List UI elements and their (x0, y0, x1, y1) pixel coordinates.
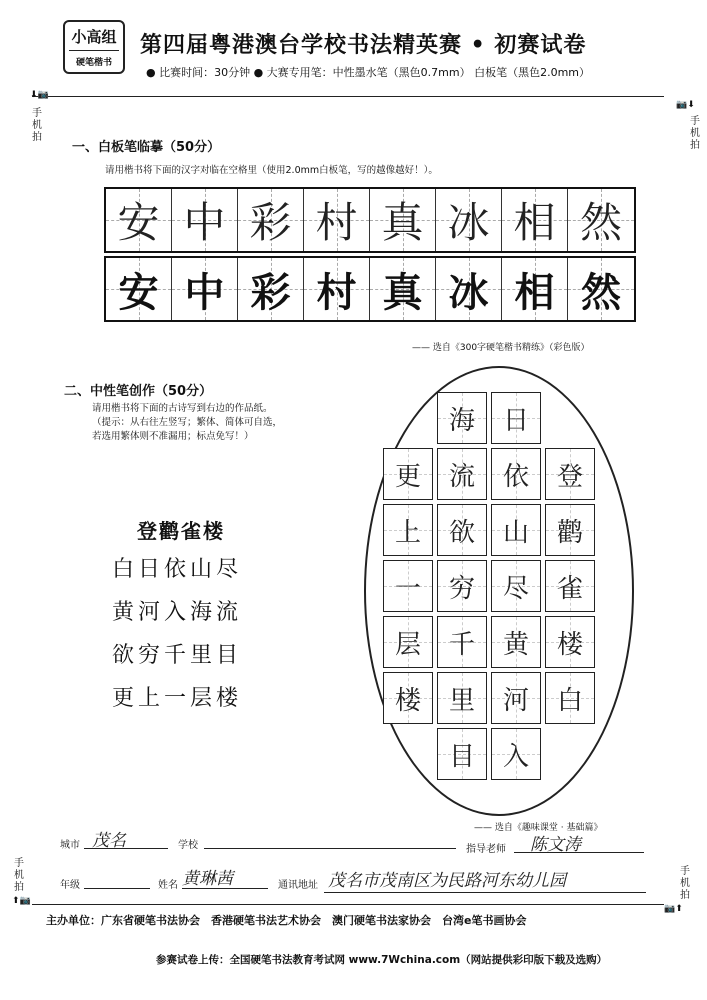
footer-divider (32, 904, 664, 905)
poem-title: 登鹳雀楼 (137, 519, 225, 543)
practice-character-grid[interactable] (104, 256, 636, 322)
practice-cell[interactable]: 相 (502, 258, 568, 320)
work-cell[interactable]: 白 (545, 672, 595, 724)
model-cell: 然 (568, 189, 634, 251)
camera-icon-right-bottom: 📷⬆ (664, 904, 683, 914)
section2-instruction-3: 若选用繁体则不准漏用；标点免写！） (92, 431, 254, 442)
camera-icon-left-top: ⬇📷 (30, 90, 49, 100)
city-label: 城市 (60, 840, 80, 851)
work-cell[interactable]: 海 (437, 392, 487, 444)
organizers: 主办单位：广东省硬笔书法协会 香港硬笔书法艺术协会 澳门硬笔书法家协会 台湾e笔书画协会 (46, 914, 527, 927)
work-cell[interactable]: 欲 (437, 504, 487, 556)
work-cell[interactable]: 雀 (545, 560, 595, 612)
work-cell[interactable]: 流 (437, 448, 487, 500)
poem-line: 白日依山尽 (112, 557, 243, 582)
work-cell[interactable]: 黄 (491, 616, 541, 668)
section1-instruction: 请用楷书将下面的汉字对临在空格里（使用2.0mm白板笔，写的越像越好！）。 (105, 165, 438, 176)
work-cell[interactable]: 日 (491, 392, 541, 444)
practice-cell[interactable]: 彩 (238, 258, 304, 320)
model-character-grid (104, 187, 636, 253)
address-field[interactable]: 茂名市茂南区为民路河东幼儿园 (328, 871, 566, 891)
teacher-label: 指导老师 (466, 844, 506, 855)
section2-instruction-2: （提示：从右往左竖写；繁体、简体可自选， (92, 417, 283, 428)
name-field[interactable]: 黄琳茜 (182, 869, 233, 889)
logo-divider (69, 50, 119, 51)
work-cell[interactable]: 入 (491, 728, 541, 780)
address-label: 通讯地址 (278, 880, 318, 891)
photo-label-left-top: 手机拍 (32, 108, 42, 143)
work-cell[interactable]: 里 (437, 672, 487, 724)
upload-info: 参赛试卷上传：全国硬笔书法教育考试网 www.7Wchina.com（网站提供彩印版下载及选购） (156, 954, 608, 966)
city-field[interactable]: 茂名 (92, 831, 126, 851)
work-cell[interactable]: 鹳 (545, 504, 595, 556)
section2-source: —— 选自《趣味课堂 · 基础篇》 (474, 823, 603, 833)
practice-cell[interactable]: 然 (568, 258, 634, 320)
work-cell[interactable]: 山 (491, 504, 541, 556)
model-cell: 相 (502, 189, 568, 251)
work-cell[interactable]: 更 (383, 448, 433, 500)
practice-cell[interactable]: 中 (172, 258, 238, 320)
model-cell: 村 (304, 189, 370, 251)
logo-bottom-text: 硬笔楷书 (75, 58, 112, 68)
model-cell: 真 (370, 189, 436, 251)
model-cell: 彩 (238, 189, 304, 251)
logo-top-text: 小高组 (71, 28, 117, 46)
camera-icon-right-top: 📷⬇ (676, 100, 695, 110)
name-label: 姓名 (158, 880, 178, 891)
grade-line (84, 888, 150, 889)
work-cell[interactable]: 目 (437, 728, 487, 780)
practice-cell[interactable]: 安 (106, 258, 172, 320)
work-cell[interactable]: 楼 (383, 672, 433, 724)
section1-source: —— 选自《300字硬笔楷书精练》（彩色版） (412, 343, 590, 353)
practice-cell[interactable]: 真 (370, 258, 436, 320)
teacher-field[interactable]: 陈文涛 (530, 835, 581, 855)
poem-line: 更上一层楼 (112, 686, 243, 711)
competition-info: ● 比赛时间：30分钟 ● 大赛专用笔：中性墨水笔（黑色0.7mm） 白板笔（黑色2.0mm） (146, 66, 591, 79)
work-cell[interactable]: 上 (383, 504, 433, 556)
school-line (204, 848, 456, 849)
model-cell: 冰 (436, 189, 502, 251)
work-cell[interactable]: 尽 (491, 560, 541, 612)
grade-label: 年级 (60, 880, 80, 891)
section2-instruction-1: 请用楷书将下面的古诗写到右边的作品纸。 (92, 403, 273, 414)
photo-label-right-bottom: 手机拍 (680, 866, 690, 901)
work-cell[interactable]: 一 (383, 560, 433, 612)
photo-label-left-bottom: 手机拍 (14, 858, 24, 893)
work-cell[interactable]: 层 (383, 616, 433, 668)
photo-label-right-top: 手机拍 (690, 116, 700, 151)
competition-logo (63, 20, 125, 74)
work-cell[interactable]: 河 (491, 672, 541, 724)
camera-icon-left-bottom: ⬆📷 (12, 896, 31, 906)
practice-cell[interactable]: 冰 (436, 258, 502, 320)
practice-cell[interactable]: 村 (304, 258, 370, 320)
work-cell[interactable]: 登 (545, 448, 595, 500)
page-title: 第四届粤港澳台学校书法精英赛 • 初赛试卷 (140, 32, 587, 58)
address-line (324, 892, 646, 893)
poem-line: 欲穷千里目 (112, 643, 243, 668)
header-divider (32, 96, 664, 97)
section1-heading: 一、白板笔临摹（50分） (72, 140, 221, 155)
work-cell[interactable]: 楼 (545, 616, 595, 668)
work-cell[interactable]: 依 (491, 448, 541, 500)
work-cell[interactable]: 千 (437, 616, 487, 668)
work-cell[interactable]: 穷 (437, 560, 487, 612)
model-cell: 安 (106, 189, 172, 251)
model-cell: 中 (172, 189, 238, 251)
school-label: 学校 (178, 840, 198, 851)
section2-heading: 二、中性笔创作（50分） (64, 384, 213, 399)
poem-line: 黄河入海流 (112, 600, 243, 625)
